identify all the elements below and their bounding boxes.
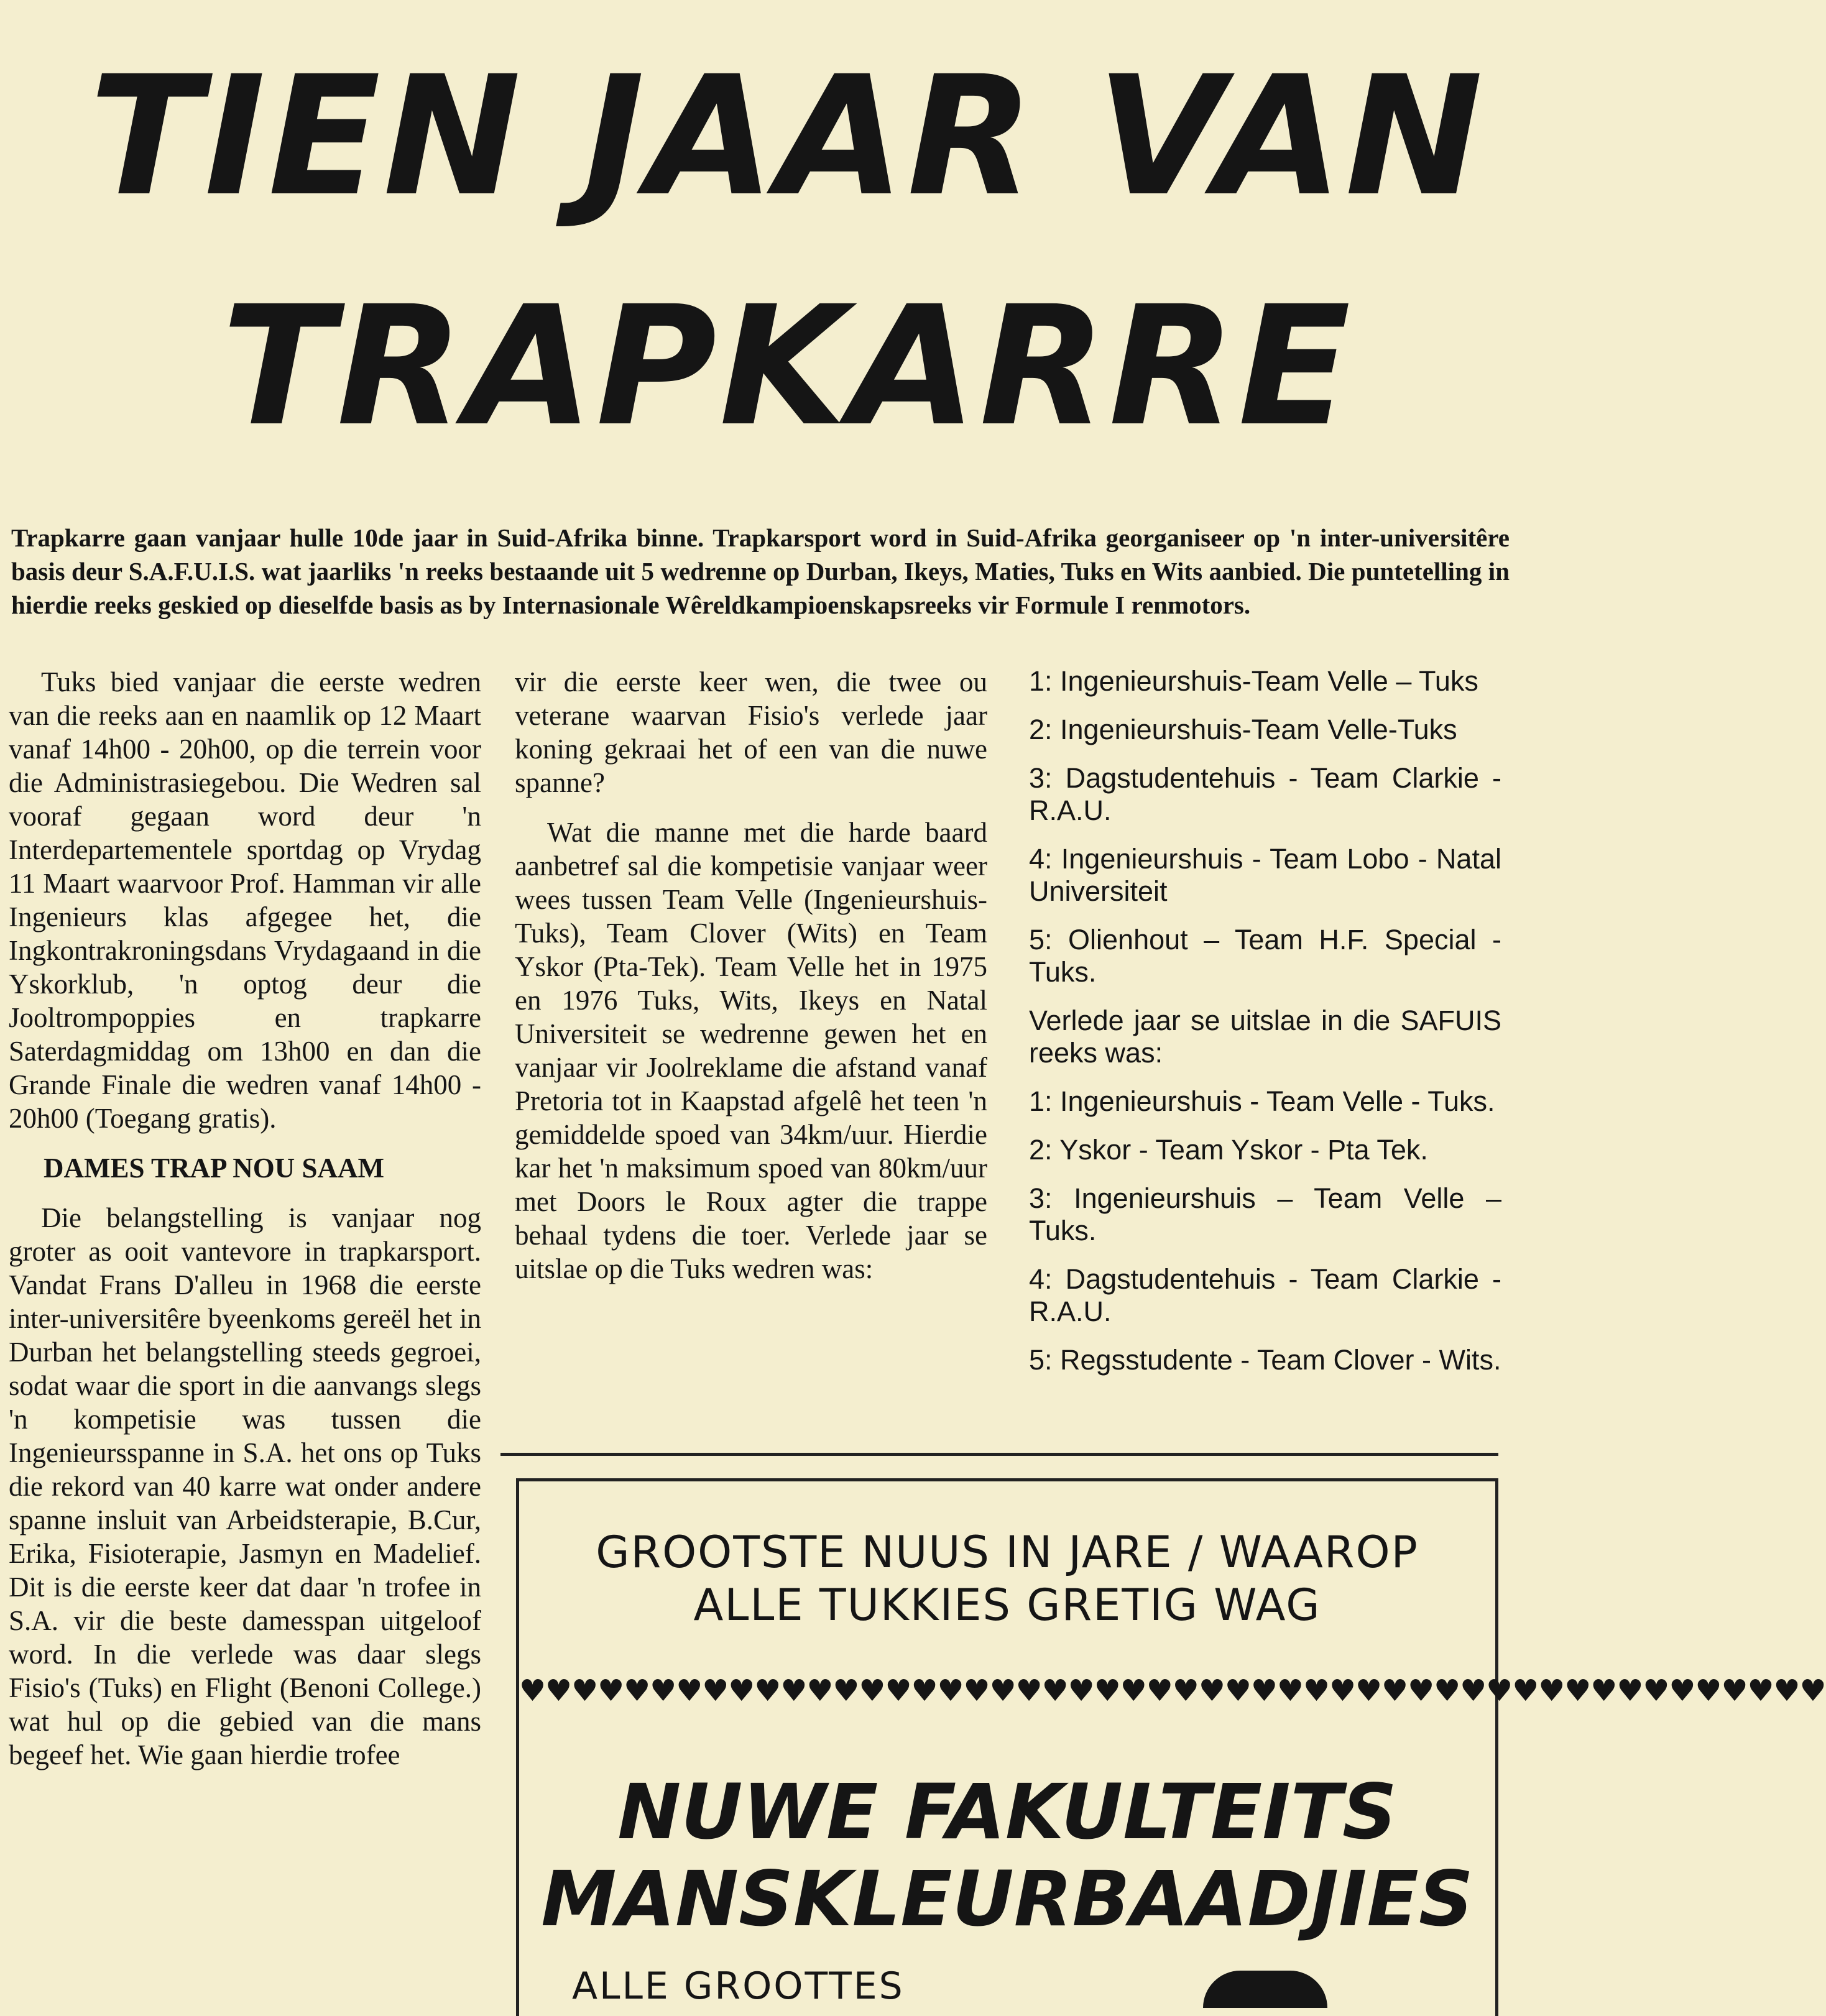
column2-paragraph-2: Wat die manne met die harde baard aanbetref sal die kompetisie vanjaar weer wees tussen Team Velle (Ingenieurshuis-Tuks), Team Clover (Wits) en Team Yskor (Pta-Tek). Team Velle het in 1975 en 1976 Tuks, Wits, Ikeys en Natal Universiteit se wedrenne gewen het en vanjaar vir Joolreklame die afstand vanaf Pretoria tot in Kaapstad afgelê het teen 'n gemiddelde spoed van 34km/uur. Hierdie kar het 'n maksimum spoed van 80km/uur met Doors le Roux agter die trappe behaal tydens die toer. Verlede jaar se uitslae op die Tuks wedren was: (515, 817, 987, 1284)
tuks-result-4: 4: Ingenieurshuis - Team Lobo - Natal Universiteit (1029, 843, 1501, 907)
tuks-result-2: 2: Ingenieurshuis-Team Velle-Tuks (1029, 714, 1457, 745)
advert-ornament-divider: ♥♥♥♥♥♥♥♥♥♥♥♥♥♥♥♥♥♥♥♥♥♥♥♥♥♥♥♥♥♥♥♥♥♥♥♥♥♥♥♥♥♥♥♥♥♥♥♥♥♥ (519, 1673, 1826, 1708)
lead-paragraph: Trapkarre gaan vanjaar hulle 10de jaar in Suid-Afrika binne. Trapkarsport word in Suid-Afrika georganiseer op 'n inter-universitêre basis deur S.A.F.U.I.S. wat jaarliks 'n reeks bestaande uit 5 wedrenne op Durban, Ikeys, Maties, Tuks en Wits aanbied. Die puntetelling in hierdie reeks geskied op dieselfde basis as by Internasionale Wêreldkampioenskapsreeks vir Formule I renmotors. (11, 523, 1510, 619)
headline-line-2: TRAPKARRE (221, 271, 1353, 463)
column1-paragraph-1: Tuks bied vanjaar die eerste wedren van die reeks aan en naamlik op 12 Maart vanaf 14h00 - 20h00, op die terrein voor die Administrasiegebou. Die Wedren sal vooraf gegaan word deur 'n Interdepartementele sportdag op Vrydag 11 Maart waarvoor Prof. Hamman vir alle Ingenieurs klas afgegee het, die Ingkontrakroningsdans Vrydagaand in die Yskorklub, 'n optog deur die Jooltrompoppies en trapkarre Saterdagmiddag om 13h00 en dan die Grande Finale die wedren vanaf 14h00 - 20h00 (Toegang gratis). (9, 666, 481, 1134)
article-column-2 (515, 665, 987, 1302)
advert-title-1: NUWE FAKULTEITS (617, 1768, 1397, 1856)
column1-paragraph-2: Die belangstelling is vanjaar nog groter as ooit vantevore in trapkarsport. Vandat Frans D'alleu in 1968 die eerste inter-universitêre byeenkoms gereël het in Durban het belangstelling steeds gegroei, sodat waar die sport in die aanvangs slegs 'n kompetisie was tussen die Ingenieursspanne in S.A. het ons op Tuks die rekord van 40 karre wat onder andere spanne insluit van Arbeidsterapie, B.Cur, Erika, Fisioterapie, Jasmyn en Madelief. Dit is die eerste keer dat daar 'n trofee in S.A. vir die beste damesspan uitgeloof word. In die verlede was daar slegs Fisio's (Tuks) en Flight (Benoni College.) wat hul op die gebied van die mans begeef het. Wie gaan hierdie trofee (9, 1202, 481, 1770)
headline-line-1: TIEN JAAR VAN (89, 41, 1486, 232)
advert-title-2: MANSKLEURBAADJIES (541, 1855, 1473, 1943)
tuks-result-3: 3: Dagstudentehuis - Team Clarkie - R.A.U. (1029, 762, 1501, 826)
safuis-result-5: 5: Regsstudente - Team Clover - Wits. (1029, 1344, 1501, 1376)
advert-line-1: GROOTSTE NUUS IN JARE / WAAROP (596, 1527, 1419, 1578)
advert-logo-icon (1203, 1971, 1327, 2008)
safuis-result-2: 2: Yskor - Team Yskor - Pta Tek. (1029, 1134, 1428, 1166)
safuis-result-3: 3: Ingenieurshuis – Team Velle – Tuks. (1029, 1182, 1501, 1246)
results-column (1029, 665, 1501, 1392)
safuis-intro: Verlede jaar se uitslae in die SAFUIS reeks was: (1029, 1005, 1501, 1069)
section-subheading: DAMES TRAP NOU SAAM (44, 1153, 384, 1184)
safuis-result-1: 1: Ingenieurshuis - Team Velle - Tuks. (1029, 1085, 1495, 1117)
tuks-result-5: 5: Olienhout – Team H.F. Special - Tuks. (1029, 924, 1501, 988)
column2-paragraph-1: vir die eerste keer wen, die twee ou veterane waarvan Fisio's verlede jaar koning gekraai het of een van die nuwe spanne? (515, 666, 987, 798)
advert-sizes: ALLE GROOTTES (572, 1964, 905, 2008)
advert-line-2: ALLE TUKKIES GRETIG WAG (693, 1580, 1321, 1631)
tuks-result-1: 1: Ingenieurshuis-Team Velle – Tuks (1029, 665, 1478, 697)
article-column-1 (9, 665, 481, 1788)
safuis-result-4: 4: Dagstudentehuis - Team Clarkie - R.A.U. (1029, 1263, 1501, 1327)
